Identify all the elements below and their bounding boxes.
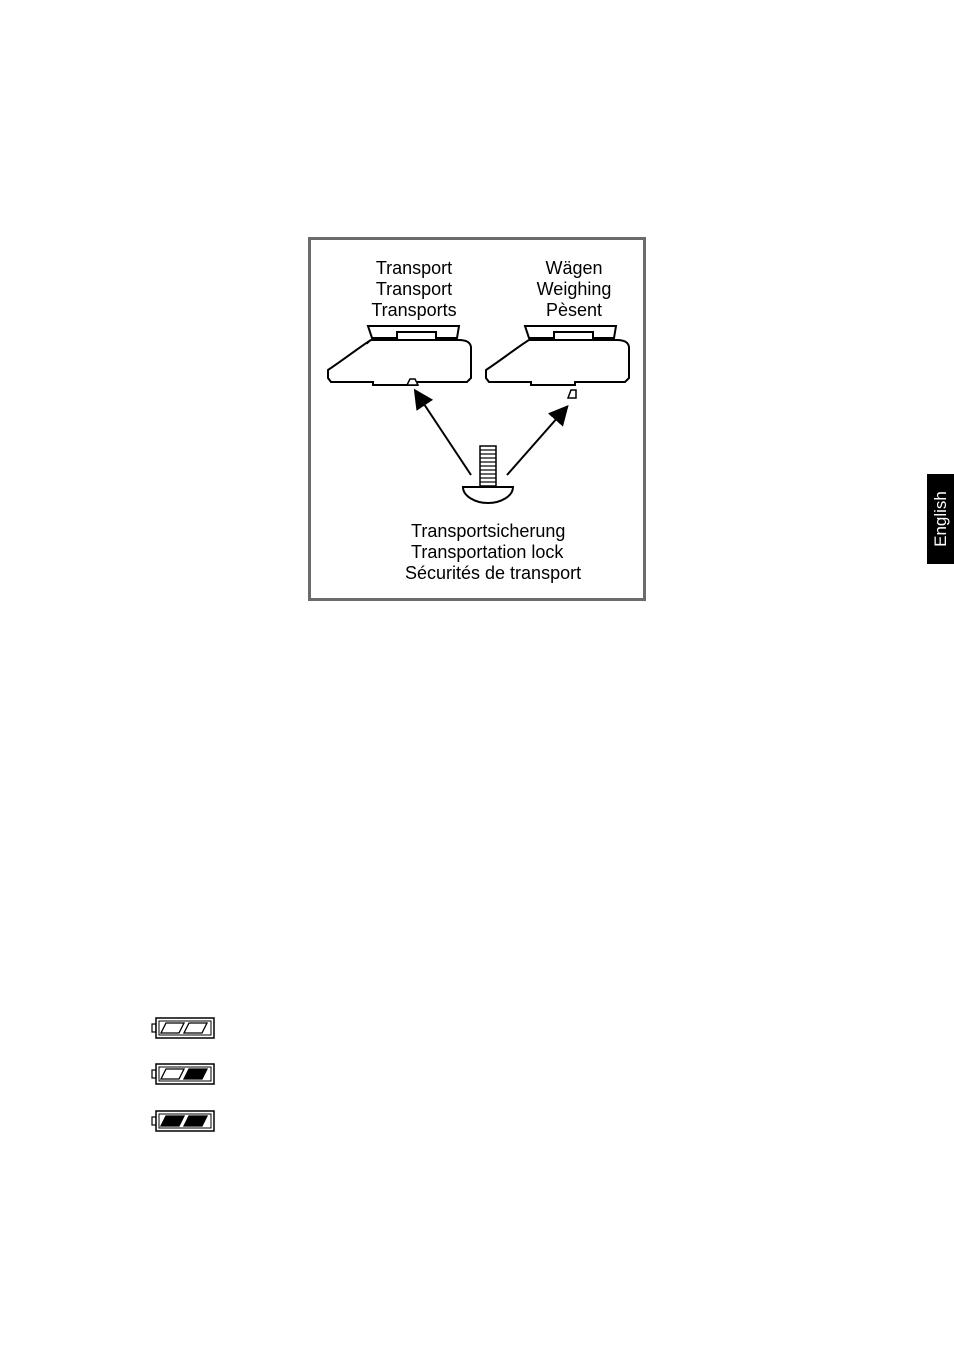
transport-label-de: Transport xyxy=(375,258,453,278)
weighing-label-de: Wägen xyxy=(545,258,603,278)
weighing-label-en: Weighing xyxy=(536,279,612,299)
weighing-label-fr: Pèsent xyxy=(545,300,603,320)
scale-transport-icon xyxy=(328,326,471,385)
lock-label-de: Transportsicherung xyxy=(411,521,566,541)
language-tab xyxy=(927,474,954,564)
battery-empty-icon xyxy=(151,1016,217,1040)
battery-half-icon xyxy=(151,1062,217,1086)
weighing-labels xyxy=(499,258,649,321)
transport-lock-figure xyxy=(308,237,646,601)
lock-label-en: Transportation lock xyxy=(411,542,564,562)
lock-label-fr: Sécurités de transport xyxy=(405,563,582,583)
lock-labels xyxy=(405,521,582,584)
transport-label-fr: Transports xyxy=(371,300,457,320)
scale-weighing-icon xyxy=(486,326,629,398)
transport-labels xyxy=(339,258,489,321)
transport-label-en: Transport xyxy=(375,279,453,299)
battery-full-icon xyxy=(151,1109,217,1133)
language-tab-label: English xyxy=(930,491,950,547)
